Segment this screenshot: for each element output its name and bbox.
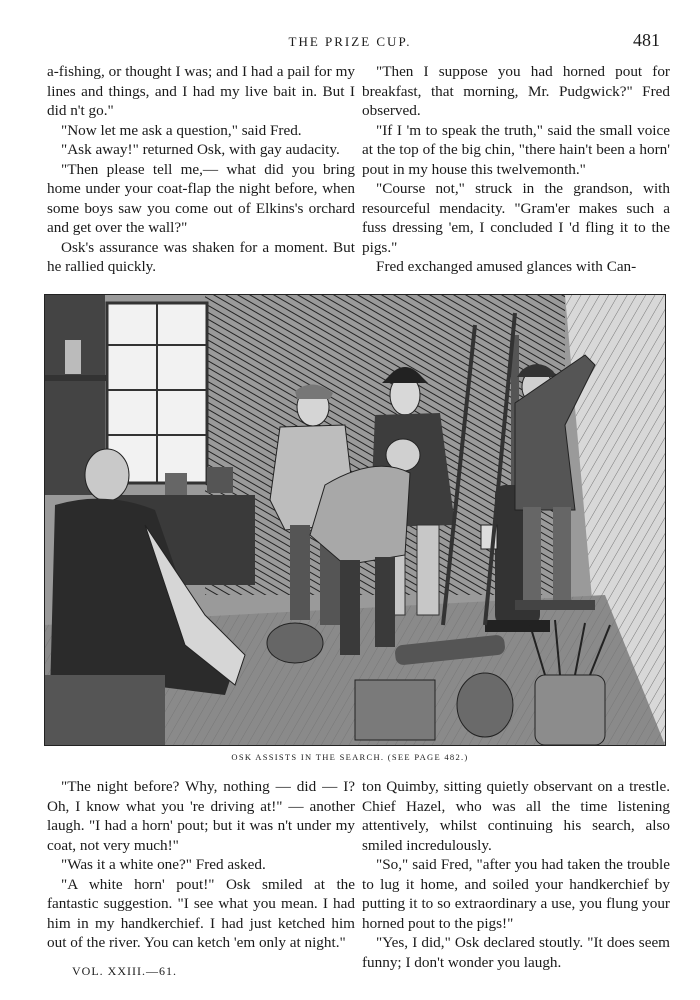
column-left-bottom	[47, 777, 355, 953]
paragraph: Osk's assurance was shaken for a moment. But he rallied quickly.	[47, 238, 355, 275]
paragraph: Fred exchanged amused glances with Can-	[376, 258, 637, 275]
barrel	[535, 675, 605, 745]
page-number: 481	[633, 30, 660, 50]
running-title: THE PRIZE CUP.	[288, 34, 412, 49]
illustration-caption: OSK ASSISTS IN THE SEARCH. (SEE PAGE 482.)	[231, 752, 469, 762]
column-right-bottom	[362, 777, 670, 972]
paragraph: "Course not," struck in the grandson, with resourceful mendacity. "Gram'er makes such a fuss dressing 'em, I concluded I 'd fling it to the pigs."	[362, 180, 670, 256]
paragraph: "Yes, I did," Osk declared stoutly. "It does seem funny; I don't wonder you laugh.	[362, 934, 670, 971]
running-head	[0, 30, 700, 54]
volume-footer: VOL. XXIII.—61.	[72, 964, 177, 978]
stool	[515, 600, 595, 610]
crate	[45, 675, 165, 745]
paragraph: a-fishing, or thought I was; and I had a pail for my lines and things, and I had my live bait in. But I did n't go."	[47, 63, 355, 119]
paragraph: "Was it a white one?" Fred asked.	[61, 856, 266, 873]
illustration	[44, 294, 666, 746]
paragraph: "So," said Fred, "after you had taken the trouble to lug it home, and soiled your handkerchief by putting it to so extraordinary a use, you flung your horned pout to the pigs!"	[362, 856, 670, 932]
column-left-top	[47, 62, 355, 277]
paragraph: "Then I suppose you had horned pout for breakfast, that morning, Mr. Pudgwick?" Fred observed.	[362, 63, 670, 119]
paragraph: "The night before? Why, nothing — did — I? Oh, I know what you 're driving at!" — another laugh. "I had a horn' pout; but it was n't under my coat, not very much!"	[47, 778, 355, 854]
paragraph: "Now let me ask a question," said Fred.	[61, 121, 302, 139]
paragraph: "Ask away!" returned Osk, with gay audacity.	[61, 141, 340, 158]
paragraph: "If I 'm to speak the truth," said the small voice at the top of the big chin, "there hain't been a horn' pout in my house this twelvemonth."	[362, 121, 670, 178]
paragraph: "A white horn' pout!" Osk smiled at the fantastic suggestion. "I see what you mean. I had him in my handkerchief. I had just ketched him out of the river. You can ketch 'em only at night."	[47, 875, 355, 951]
paragraph: ton Quimby, sitting quietly observant on a trestle. Chief Hazel, who was all the time listening attentively, whilst continuing his search, also smiled incredulously.	[362, 778, 670, 854]
bucket	[267, 623, 323, 663]
tin-can	[355, 680, 435, 740]
paragraph: "Then please tell me,— what did you bring home under your coat-flap the night before, when some boys saw you come out of Elkins's orchard and get over the wall?"	[47, 160, 355, 236]
column-right-top	[362, 62, 670, 277]
